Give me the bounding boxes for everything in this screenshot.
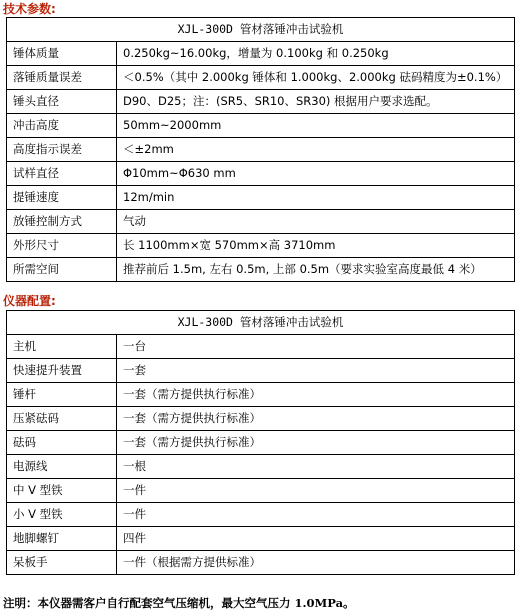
row-value: 一件 (117, 479, 515, 503)
row-value: 四件 (117, 527, 515, 551)
table-row (7, 210, 515, 234)
row-value: 一套（需方提供执行标准） (117, 431, 515, 455)
row-label: 小 V 型铁 (7, 503, 117, 527)
row-value: 推荐前后 1.5m, 左右 0.5m, 上部 0.5m（要求实验室高度最低 4 米） (117, 258, 515, 282)
row-value: Φ10mm~Φ630 mm (117, 162, 515, 186)
row-value: 一套 (117, 359, 515, 383)
row-value: 0.250kg~16.00kg，增量为 0.100kg 和 0.250kg (117, 42, 515, 66)
row-value: 一套（需方提供执行标准） (117, 383, 515, 407)
row-value: ＜0.5%（其中 2.000kg 锤体和 1.000kg、2.000kg 砝码精度为±0.1%） (117, 66, 515, 90)
table-row (7, 42, 515, 66)
table-row (7, 455, 515, 479)
table-row (7, 162, 515, 186)
row-label: 中 V 型铁 (7, 479, 117, 503)
config-table (6, 310, 515, 575)
row-value: 一件（根据需方提供标准） (117, 551, 515, 575)
tech-params-heading: 技术参数: (3, 2, 56, 16)
table-row (7, 114, 515, 138)
table-row (7, 90, 515, 114)
row-label: 高度指示误差 (7, 138, 117, 162)
row-label: 所需空间 (7, 258, 117, 282)
table-row (7, 551, 515, 575)
row-value: 一套（需方提供执行标准） (117, 407, 515, 431)
table-row (7, 138, 515, 162)
table-row (7, 335, 515, 359)
table-row (7, 359, 515, 383)
table-caption-row (7, 18, 515, 42)
row-label: 提锤速度 (7, 186, 117, 210)
table-row (7, 66, 515, 90)
row-label: 落锤质量误差 (7, 66, 117, 90)
row-label: 锤杆 (7, 383, 117, 407)
table-row (7, 407, 515, 431)
row-label: 试样直径 (7, 162, 117, 186)
table-row (7, 527, 515, 551)
row-label: 快速提升装置 (7, 359, 117, 383)
table-row (7, 431, 515, 455)
row-label: 地脚螺钉 (7, 527, 117, 551)
row-label: 锤头直径 (7, 90, 117, 114)
table-row (7, 479, 515, 503)
row-label: 外形尺寸 (7, 234, 117, 258)
row-value: 12m/min (117, 186, 515, 210)
row-label: 冲击高度 (7, 114, 117, 138)
row-label: 放锤控制方式 (7, 210, 117, 234)
config-caption: XJL-300D 管材落锤冲击试验机 (7, 311, 515, 335)
table-row (7, 186, 515, 210)
tech-params-table (6, 17, 515, 282)
row-label: 压紧砝码 (7, 407, 117, 431)
row-label: 主机 (7, 335, 117, 359)
tech-params-caption: XJL-300D 管材落锤冲击试验机 (7, 18, 515, 42)
row-label: 砝码 (7, 431, 117, 455)
table-row (7, 258, 515, 282)
row-value: ＜±2mm (117, 138, 515, 162)
row-value: 气动 (117, 210, 515, 234)
config-heading: 仪器配置: (3, 294, 56, 308)
footer-note: 注明：本仪器需客户自行配套空气压缩机，最大空气压力 1.0MPa。 (3, 596, 355, 610)
row-label: 电源线 (7, 455, 117, 479)
table-row (7, 234, 515, 258)
row-label: 呆板手 (7, 551, 117, 575)
row-value: 50mm~2000mm (117, 114, 515, 138)
table-row (7, 383, 515, 407)
row-value: D90、D25；注：(SR5、SR10、SR30) 根据用户要求选配。 (117, 90, 515, 114)
table-row (7, 503, 515, 527)
row-label: 锤体质量 (7, 42, 117, 66)
table-caption-row (7, 311, 515, 335)
row-value: 一台 (117, 335, 515, 359)
row-value: 一根 (117, 455, 515, 479)
row-value: 一件 (117, 503, 515, 527)
row-value: 长 1100mm×宽 570mm×高 3710mm (117, 234, 515, 258)
